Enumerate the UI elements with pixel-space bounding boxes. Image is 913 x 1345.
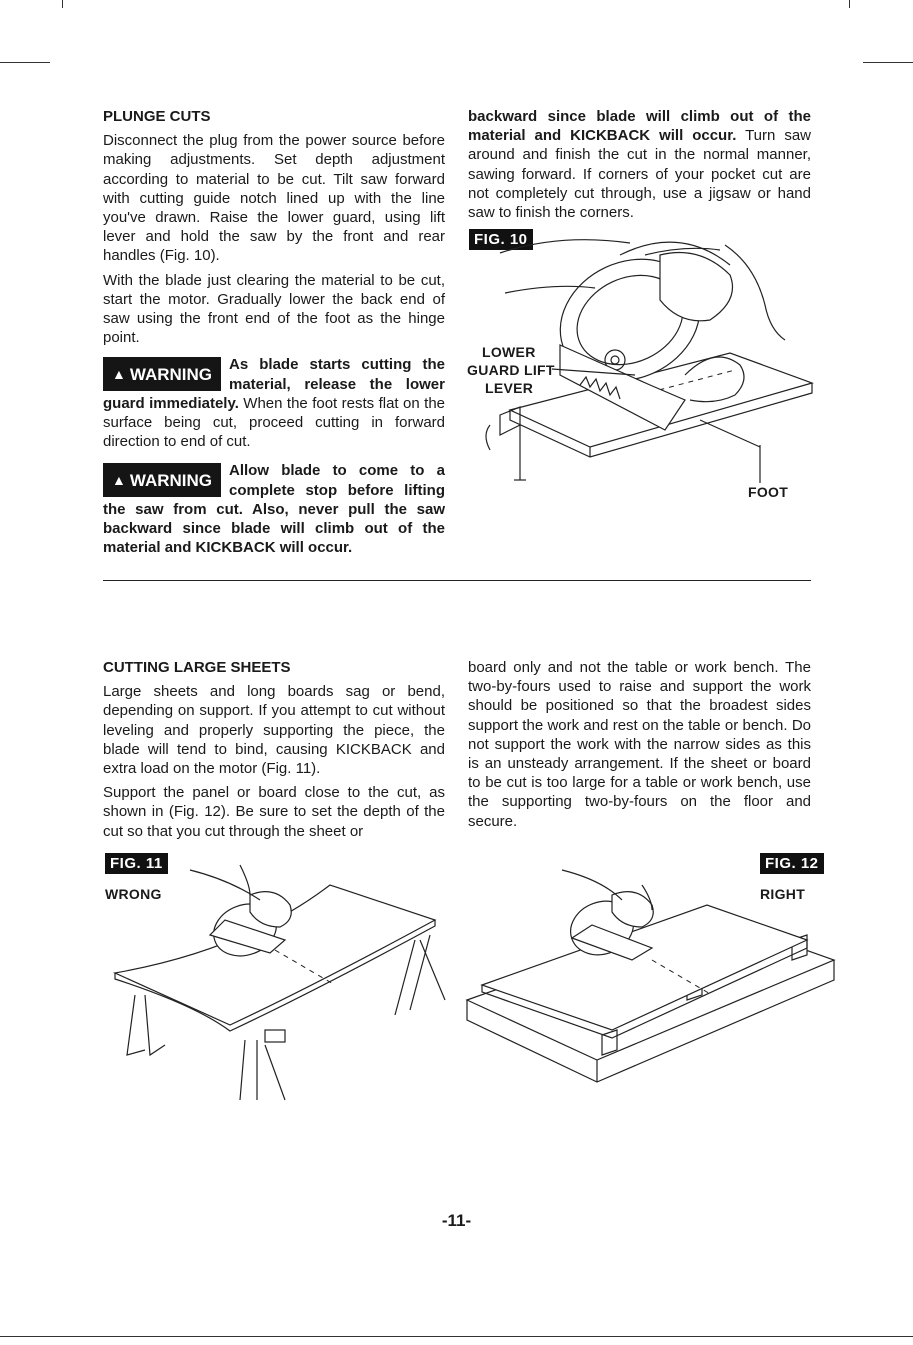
- plunge-cuts-left-column: [103, 107, 445, 557]
- fig-11-illustration: [85, 855, 455, 1105]
- sheets-left-column: [103, 658, 445, 841]
- fig-10-label-foot: FOOT: [748, 484, 789, 500]
- fig-10-label-lever-2: GUARD LIFT: [467, 362, 555, 378]
- warning-triangle-icon: ▲: [111, 365, 126, 382]
- plunge-cuts-heading: PLUNGE CUTS: [103, 108, 211, 125]
- crop-mark-top-right: [849, 0, 850, 8]
- fig-10-label-lever-1: LOWER: [482, 344, 536, 360]
- crop-mark-right: [863, 62, 913, 63]
- warning-2-continued: [468, 107, 811, 222]
- fig-12-label-right: RIGHT: [760, 886, 806, 902]
- warning-1-bold-text: As blade starts cutting the material, release the lower guard immediately.: [103, 356, 445, 412]
- fig-11-badge: FIG. 11: [105, 853, 168, 874]
- fig-10-label-lever-3: LEVER: [485, 380, 534, 396]
- sheets-right-column: [468, 658, 811, 831]
- fig-12-badge: FIG. 12: [760, 853, 824, 874]
- fig-11-label-wrong: WRONG: [105, 886, 162, 902]
- warning-block-2: [103, 461, 445, 557]
- fig-12-illustration: [462, 860, 837, 1090]
- warning-badge-label: WARNING: [129, 470, 213, 490]
- plunge-cuts-right-column: [468, 107, 811, 222]
- cutting-large-sheets-heading: CUTTING LARGE SHEETS: [103, 659, 291, 676]
- warning-badge: [103, 357, 221, 391]
- section-divider: [103, 580, 811, 581]
- fig-10-badge: FIG. 10: [469, 229, 533, 250]
- fig-10-illustration: [470, 225, 815, 505]
- warning-badge: [103, 463, 221, 497]
- warning-2-rest-text: Turn saw around and finish the cut in the normal manner, sawing forward. If corners of your pocket cut are not completely cut through, use a jigsaw or hand saw to finish the corners.: [468, 127, 811, 222]
- plunge-paragraph-1: Disconnect the plug from the power source before making adjustments. Set depth adjustment according to material to be cut. Tilt saw forward with cutting guide notch lined up with the line you've drawn. Raise the lower guard, using lift lever and hold the saw by the front and rear handles (Fig. 10).: [103, 132, 445, 265]
- bottom-rule: [0, 1336, 913, 1337]
- sheets-paragraph-1: Large sheets and long boards sag or bend, depending on support. If you attempt to cut without leveling and properly supporting the piece, the blade will tend to bind, causing KICKBACK and extra load on the motor (Fig. 11).: [103, 683, 445, 778]
- crop-mark-left: [0, 62, 50, 63]
- plunge-paragraph-2: With the blade just clearing the material to be cut, start the motor. Gradually lower the back end of saw using the front end of the foot as the hinge point.: [103, 271, 445, 347]
- warning-1-text: When the foot rests flat on the surface being cut, proceed cutting in forward direction to end of cut.: [103, 394, 445, 451]
- warning-2-bold-text: Allow blade to come to a complete stop before lifting the saw from cut. Also, never pull the saw backward since blade will climb out of the material and KICKBACK will occur.: [103, 462, 445, 557]
- warning-2-bold-continued: backward since blade will climb out of the material and KICKBACK will occur.: [468, 108, 811, 145]
- warning-block-1: [103, 355, 445, 451]
- sheets-paragraph-2-continued: board only and not the table or work bench. The two-by-fours used to raise and support the work should be positioned so that the broadest sides support the work and rest on the table or bench. Do not support the work with the narrow sides as this is an unsteady arrangement. If the sheet or board to be cut is too large for a table or work bench, use the supporting two-by-fours on the floor and secure.: [468, 659, 811, 830]
- warning-badge-label: WARNING: [129, 364, 213, 384]
- page-number: -11-: [441, 1211, 472, 1230]
- crop-mark-top-left: [62, 0, 63, 8]
- warning-triangle-icon: ▲: [111, 471, 126, 488]
- sheets-paragraph-2: Support the panel or board close to the cut, as shown in (Fig. 12). Be sure to set the depth of the cut so that you cut through the sheet or: [103, 784, 445, 840]
